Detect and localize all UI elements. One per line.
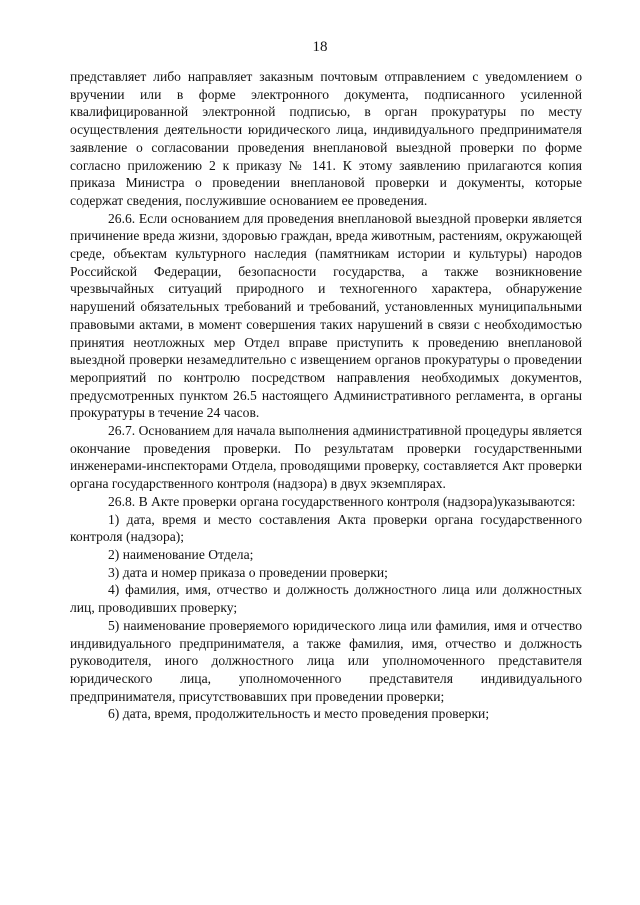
list-item: 4) фамилия, имя, отчество и должность должностного лица или должностных лиц, проводивших проверку;	[70, 582, 582, 616]
list-item: 6) дата, время, продолжительность и место проведения проверки;	[108, 706, 490, 722]
list-item: 3) дата и номер приказа о проведении проверки;	[108, 564, 388, 580]
list-item: 1) дата, время и место составления Акта проверки органа государственного контроля (надзора);	[70, 511, 582, 545]
paragraph: представляет либо направляет заказным почтовым отправлением с уведомлением о вручении или в форме электронного документа, подписанного усиленной квалифицированной электронной подписью, в орган прокуратуры по месту осуществления деятельности юридического лица, индивидуального предпринимателя заявление о согласовании проведения внеплановой выездной проверки по форме согласно приложению 2 к приказу № 141. К этому заявлению прилагаются копия приказа Министра о проведении внеплановой проверки и документы, которые содержат сведения, послужившие основанием ее проведения.	[70, 69, 582, 208]
paragraph-26-8: 26.8. В Акте проверки органа государственного контроля (надзора)указываются:	[108, 493, 576, 509]
document-body	[70, 68, 582, 723]
list-item: 5) наименование проверяемого юридического лица или фамилия, имя и отчество индивидуального предпринимателя, а также фамилия, имя, отчество и должность руководителя, иного должностного лица или уполномоченного представителя юридического лица, уполномоченного представителя индивидуального предпринимателя, присутствовавших при проведении проверки;	[70, 617, 582, 704]
paragraph-26-6: 26.6. Если основанием для проведения внеплановой выездной проверки является причинение вреда жизни, здоровью граждан, вреда животным, растениям, окружающей среде, объектам культурного наследия (памятникам истории и культуры) народов Российской Федерации, безопасности государства, а также возникновение чрезвычайных ситуаций природного и техногенного характера, обнаружение нарушений обязательных требований и требований, установленных муниципальными правовыми актами, в момент совершения таких нарушений в связи с необходимостью принятия неотложных мер Отдел вправе приступить к проведению внеплановой выездной проверки незамедлительно с извещением органов прокуратуры о проведении мероприятий по контролю посредством направления необходимых документов, предусмотренных пунктом 26.5 настоящего Административного регламента, в органы прокуратуры в течение 24 часов.	[70, 210, 582, 421]
paragraph-26-7: 26.7. Основанием для начала выполнения административной процедуры является окончание проведения проверки. По результатам проверки государственными инженерами-инспекторами Отдела, проводящими проверку, составляется Акт проверки органа государственного контроля (надзора) в двух экземплярах.	[70, 423, 582, 492]
list-item: 2) наименование Отдела;	[108, 546, 254, 562]
page-number: 18	[312, 39, 328, 55]
